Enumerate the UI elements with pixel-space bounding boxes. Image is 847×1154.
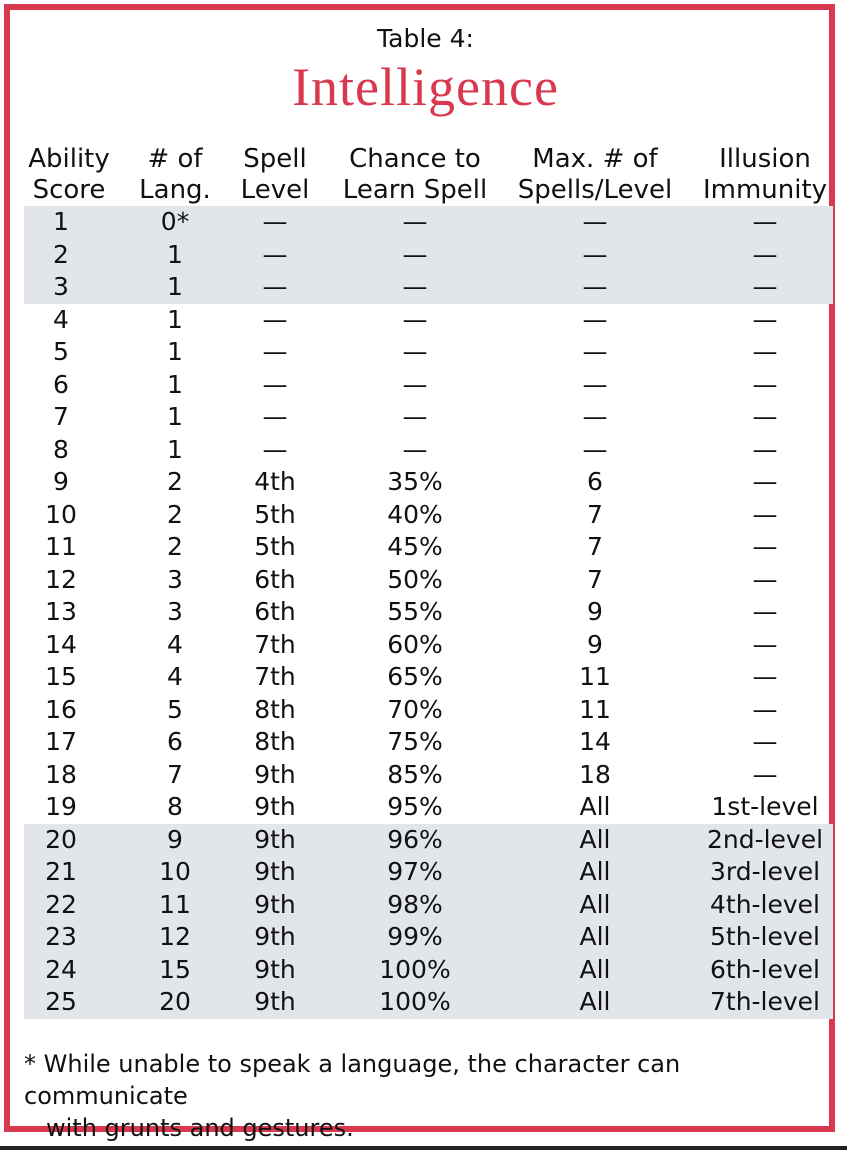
table-cell: 2: [167, 467, 183, 496]
table-row: [10, 596, 841, 629]
table-row: [10, 629, 841, 662]
table-cell: 40%: [387, 499, 443, 529]
table-cell: 35%: [387, 467, 443, 496]
table-cell: —: [752, 369, 778, 399]
table-cell: 1: [167, 402, 183, 431]
footnote-line: * While unable to speak a language, the character can communicate: [24, 1050, 681, 1110]
table-cell: —: [752, 402, 778, 431]
table-cell: 20: [159, 987, 191, 1016]
table-cell: 6: [53, 369, 69, 399]
table-cell: 70%: [387, 694, 443, 724]
table-cell: —: [752, 694, 778, 724]
table-cell: All: [579, 889, 611, 919]
table-cell: 23: [45, 922, 77, 951]
table-cell: 1: [167, 434, 183, 464]
table-cell: 24: [45, 954, 77, 984]
table-cell: —: [582, 239, 608, 269]
table-cell: 20: [45, 824, 77, 854]
header-spell-level: [228, 144, 322, 206]
bottom-rule: [0, 1146, 847, 1150]
table-cell: 9: [587, 629, 603, 659]
table-cell: 85%: [387, 759, 443, 789]
table-cell: 8th: [254, 727, 296, 756]
header-line: Lang.: [139, 175, 211, 205]
table-cell: —: [752, 564, 778, 594]
header-max-spells: [505, 144, 685, 206]
table-cell: 9: [167, 824, 183, 854]
header-line: Spell: [243, 144, 307, 174]
table-cell: 7th: [254, 629, 296, 659]
table-cell: 4: [53, 304, 69, 334]
table-cell: —: [752, 239, 778, 269]
table-cell: 2: [53, 239, 69, 269]
table-cell: 6: [587, 467, 603, 496]
table-cell: 9th: [254, 954, 296, 984]
table-cell: —: [582, 337, 608, 366]
table-row: [10, 336, 841, 369]
table-cell: 10: [159, 857, 191, 886]
table-cell: 14: [45, 629, 77, 659]
table-cell: 12: [45, 564, 77, 594]
table-cell: 22: [45, 889, 77, 919]
table-row: [10, 369, 841, 402]
table-cell: —: [402, 304, 428, 334]
table-cell: 4th: [254, 467, 296, 496]
table-cell: All: [579, 824, 611, 854]
table-cell: 18: [579, 759, 611, 789]
header-line: Level: [240, 175, 310, 205]
table-cell: 99%: [387, 922, 443, 951]
table-cell: 13: [45, 597, 77, 626]
table-cell: 3rd-level: [709, 857, 821, 886]
table-cell: 65%: [387, 662, 443, 691]
table-cell: 7: [53, 402, 69, 431]
table-row: [10, 824, 841, 857]
header-chance-to-learn: [325, 144, 505, 206]
table-row: [10, 791, 841, 824]
table-cell: 7: [587, 564, 603, 594]
table-cell: 4: [167, 629, 183, 659]
table-cell: —: [752, 532, 778, 561]
table-cell: —: [752, 272, 778, 301]
table-cell: 6th-level: [709, 954, 821, 984]
table-row: [10, 564, 841, 597]
table-cell: 15: [45, 662, 77, 691]
table-cell: 1: [167, 239, 183, 269]
table-cell: —: [752, 467, 778, 496]
table-cell: 8th: [254, 694, 296, 724]
table-cell: 17: [45, 727, 77, 756]
table-body: [10, 206, 841, 1019]
table-cell: 5: [167, 694, 183, 724]
table-cell: 2nd-level: [706, 824, 824, 854]
table-cell: 7: [587, 499, 603, 529]
table-cell: —: [262, 337, 288, 366]
table-cell: 55%: [387, 597, 443, 626]
table-cell: 21: [45, 857, 77, 886]
table-cell: 45%: [387, 532, 443, 561]
table-cell: —: [752, 629, 778, 659]
table-cell: —: [752, 759, 778, 789]
table-row: [10, 401, 841, 434]
table-cell: 1: [167, 272, 183, 301]
table-row: [10, 954, 841, 987]
table-cell: —: [752, 434, 778, 464]
table-cell: 10: [45, 499, 77, 529]
table-row: [10, 271, 841, 304]
table-row: [10, 531, 841, 564]
table-cell: 8: [53, 434, 69, 464]
table-cell: 15: [159, 954, 191, 984]
table-row: [10, 466, 841, 499]
table-cell: 2: [167, 499, 183, 529]
table-cell: —: [752, 337, 778, 366]
table-cell: All: [579, 792, 611, 821]
table-cell: 6th: [254, 597, 296, 626]
table-cell: All: [579, 857, 611, 886]
table-cell: 1: [167, 369, 183, 399]
table-cell: 1: [167, 304, 183, 334]
table-cell: 1: [167, 337, 183, 366]
table-cell: —: [582, 369, 608, 399]
table-cell: —: [262, 369, 288, 399]
table-cell: 0*: [160, 207, 190, 236]
table-row: [10, 304, 841, 337]
table-cell: 60%: [387, 629, 443, 659]
table-cell: —: [402, 369, 428, 399]
table-cell: —: [752, 597, 778, 626]
table-cell: 9th: [254, 889, 296, 919]
table-row: [10, 986, 841, 1019]
table-cell: 16: [45, 694, 77, 724]
table-cell: 75%: [387, 727, 443, 756]
table-cell: 9th: [254, 824, 296, 854]
table-cell: —: [752, 207, 778, 236]
table-row: [10, 434, 841, 467]
table-cell: 11: [45, 532, 77, 561]
table-cell: 5th-level: [709, 922, 821, 951]
header-line: Max. # of: [532, 144, 658, 174]
table-title: Intelligence: [292, 57, 559, 117]
table-cell: 9th: [254, 759, 296, 789]
table-cell: 11: [579, 694, 611, 724]
table-cell: All: [579, 987, 611, 1016]
table-cell: All: [579, 922, 611, 951]
table-row: [10, 499, 841, 532]
table-cell: —: [262, 239, 288, 269]
table-cell: —: [402, 207, 428, 236]
table-cell: —: [262, 402, 288, 431]
table-cell: —: [582, 207, 608, 236]
table-row: [10, 206, 841, 239]
header-line: Immunity: [702, 175, 828, 205]
table-cell: —: [752, 304, 778, 334]
table-cell: 7: [587, 532, 603, 561]
table-cell: 6th: [254, 564, 296, 594]
table-cell: 7: [167, 759, 183, 789]
table-cell: 5: [53, 337, 69, 366]
table-row: [10, 889, 841, 922]
table-cell: 98%: [387, 889, 443, 919]
table-cell: 12: [159, 922, 191, 951]
header-ability-score: [22, 144, 116, 206]
table-cell: 9th: [254, 987, 296, 1016]
table-cell: 9th: [254, 922, 296, 951]
header-line: Learn Spell: [342, 175, 488, 205]
table-cell: 3: [167, 564, 183, 594]
table-cell: 7th: [254, 662, 296, 691]
table-cell: All: [579, 954, 611, 984]
table-cell: 4: [167, 662, 183, 691]
footnote: [24, 1048, 834, 1144]
table-cell: 100%: [379, 954, 451, 984]
table-cell: 25: [45, 987, 77, 1016]
table-cell: 96%: [387, 824, 443, 854]
table-cell: 11: [159, 889, 191, 919]
table-cell: —: [752, 662, 778, 691]
table-cell: —: [402, 402, 428, 431]
table-row: [10, 239, 841, 272]
table-cell: 14: [579, 727, 611, 756]
table-cell: —: [402, 434, 428, 464]
table-cell: 5th: [254, 532, 296, 561]
table-frame: [4, 4, 835, 1142]
table-cell: 6: [167, 727, 183, 756]
table-row: [10, 759, 841, 792]
table-cell: 5th: [254, 499, 296, 529]
table-cell: 9th: [254, 857, 296, 886]
table-cell: —: [752, 499, 778, 529]
table-cell: —: [262, 272, 288, 301]
header-line: Score: [32, 175, 106, 205]
table-cell: 50%: [387, 564, 443, 594]
table-cell: 11: [579, 662, 611, 691]
table-row: [10, 856, 841, 889]
header-illusion-immunity: [690, 144, 840, 206]
header-line: Ability: [28, 144, 110, 174]
table-cell: 3: [167, 597, 183, 626]
header-line: Spells/Level: [517, 175, 673, 205]
table-row: [10, 694, 841, 727]
table-cell: 2: [167, 532, 183, 561]
table-row: [10, 921, 841, 954]
table-cell: —: [262, 434, 288, 464]
table-cell: 19: [45, 792, 77, 821]
table-cell: —: [582, 402, 608, 431]
table-cell: —: [582, 434, 608, 464]
header-languages: [130, 144, 220, 206]
table-cell: 9: [53, 467, 69, 496]
table-cell: —: [582, 272, 608, 301]
table-cell: 7th-level: [709, 987, 821, 1016]
table-cell: —: [402, 337, 428, 366]
table-cell: 9: [587, 597, 603, 626]
table-cell: —: [402, 272, 428, 301]
table-cell: 8: [167, 792, 183, 821]
table-cell: 1: [53, 207, 69, 236]
table-cell: —: [262, 207, 288, 236]
table-cell: 100%: [379, 987, 451, 1016]
header-line: # of: [147, 144, 203, 174]
table-cell: 1st-level: [711, 792, 819, 821]
table-cell: —: [262, 304, 288, 334]
table-cell: 95%: [387, 792, 443, 821]
header-line: Chance to: [349, 144, 481, 174]
table-row: [10, 661, 841, 694]
table-cell: —: [582, 304, 608, 334]
table-cell: 97%: [387, 857, 443, 886]
footnote-line: with grunts and gestures.: [46, 1114, 354, 1142]
table-cell: —: [402, 239, 428, 269]
table-cell: —: [752, 727, 778, 756]
table-number: Table 4:: [377, 24, 474, 53]
table-cell: 4th-level: [709, 889, 821, 919]
table-cell: 9th: [254, 792, 296, 821]
table-cell: 3: [53, 272, 69, 301]
header-line: Illusion: [719, 144, 811, 174]
table-cell: 18: [45, 759, 77, 789]
table-row: [10, 726, 841, 759]
